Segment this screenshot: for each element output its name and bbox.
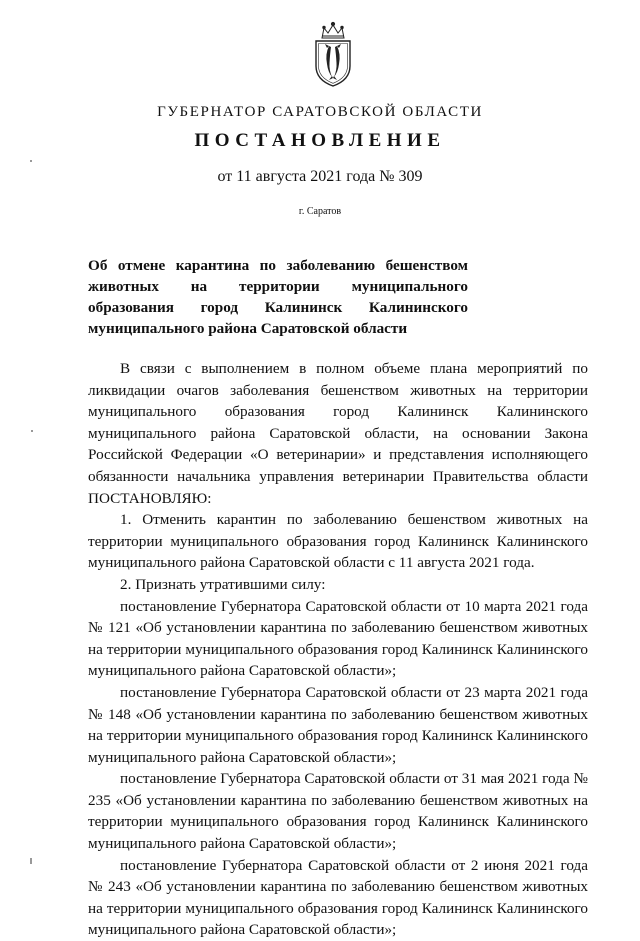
item-1-paragraph: 1. Отменить карантин по заболеванию бешенством животных на территории муниципального образования город Калининск Калининского муниципального района Саратовской области с 11 августа 2021 года.: [88, 511, 588, 572]
document-subject: Об отмене карантина по заболеванию бешенством животных на территории муниципального образования город Калининск Калининского муниципального района Саратовской области: [88, 257, 468, 337]
repealed-item-paragraph: постановление Губернатора Саратовской области от 10 марта 2021 года № 121 «Об установлении карантина по заболеванию бешенством животных на территории муниципального образования город Калининск Калининского муниципального района Саратовской области»;: [88, 597, 588, 680]
document-date-number: от 11 августа 2021 года № 309: [217, 168, 423, 185]
scan-speck: [30, 858, 32, 864]
scan-speck: [30, 160, 32, 162]
document-body: [88, 358, 588, 941]
item-2-paragraph: 2. Признать утратившими силу:: [120, 575, 326, 593]
document-type-title: ПОСТАНОВЛЕНИЕ: [194, 130, 446, 151]
document-city: г. Саратов: [298, 206, 342, 217]
repealed-item-paragraph: постановление Губернатора Саратовской области от 23 марта 2021 года № 148 «Об установлении карантина по заболеванию бешенством животных на территории муниципального образования город Калининск Калининского муниципального района Саратовской области»;: [88, 683, 588, 766]
preamble-paragraph: В связи с выполнением в полном объеме плана мероприятий по ликвидации очагов заболевания бешенством животных на территории муниципального образования город Калининск Калининского муниципального района Саратовской области, на основании Закона Российской Федерации «О ветеринарии» и представления исполняющего обязанности начальника управления ветеринарии Правительства области ПОСТАНОВЛЯЮ:: [88, 360, 588, 507]
scan-speck: [31, 430, 33, 432]
repealed-item-paragraph: постановление Губернатора Саратовской области от 2 июня 2021 года № 243 «Об установлении карантина по заболеванию бешенством животных на территории муниципального образования город Калининск Калининского муниципального района Саратовской области»;: [88, 856, 588, 939]
issuer-heading: ГУБЕРНАТОР САРАТОВСКОЙ ОБЛАСТИ: [157, 104, 483, 120]
repealed-item-paragraph: постановление Губернатора Саратовской области от 31 мая 2021 года № 235 «Об установлении карантина по заболеванию бешенством животных на территории муниципального образования город Калининск Калининского муниципального района Саратовской области»;: [88, 770, 588, 853]
coat-of-arms-icon: [310, 20, 356, 88]
